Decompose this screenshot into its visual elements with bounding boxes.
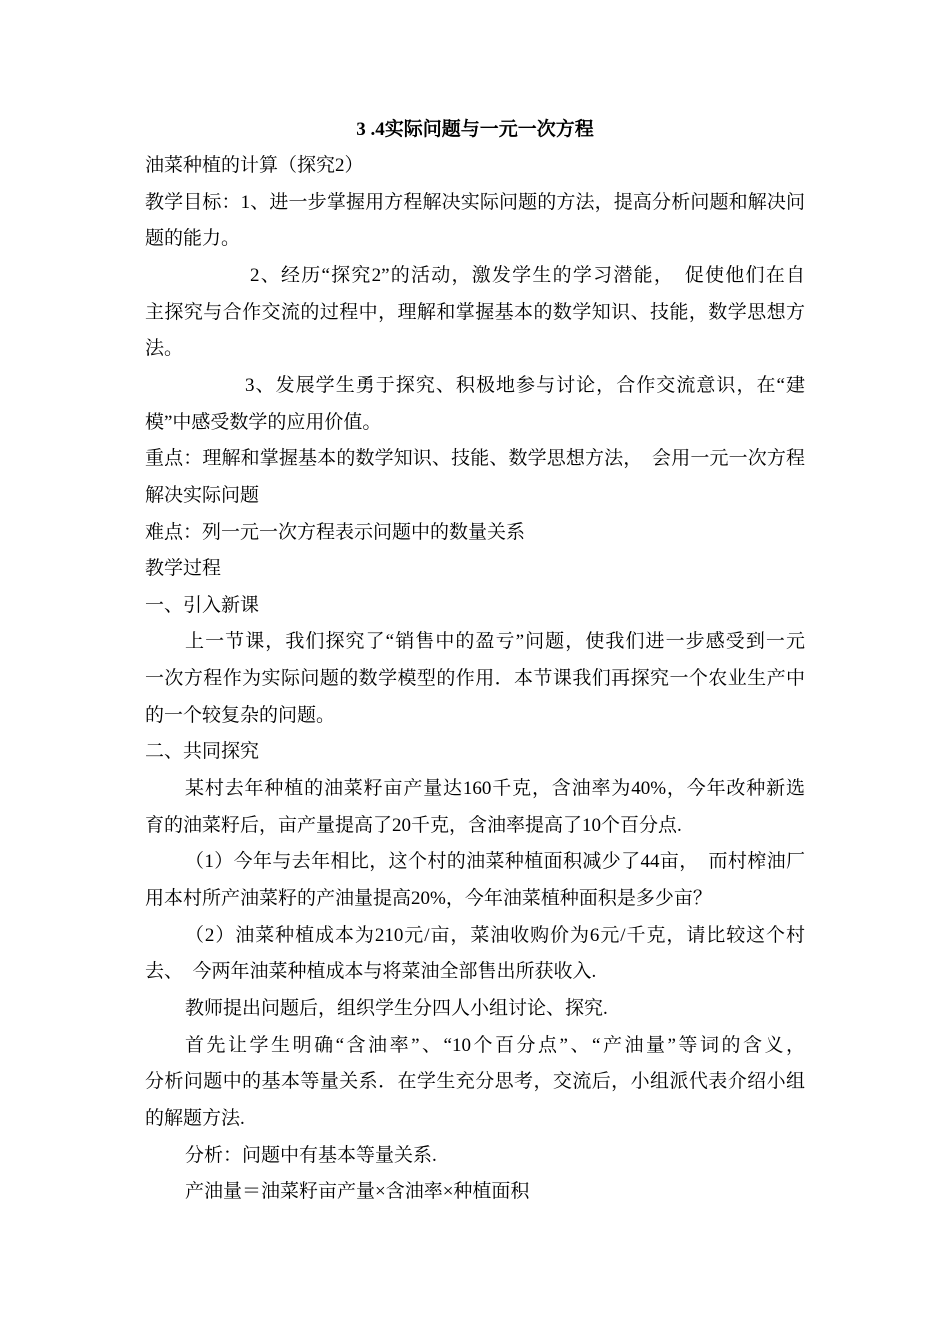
text-line: 2、经历“探究2”的活动，激发学生的学习潜能， 促使他们在自 xyxy=(250,264,805,286)
text-line: 主探究与合作交流的过程中，理解和掌握基本的数学知识、技能，数学思想方 xyxy=(145,301,805,323)
text-line: 分析问题中的基本等量关系．在学生充分思考，交流后，小组派代表介绍小组 xyxy=(145,1071,805,1093)
text-line: 教学目标：1、进一步掌握用方程解决实际问题的方法，提高分析问题和解决问 xyxy=(145,191,805,213)
text-line: 教师提出问题后，组织学生分四人小组讨论、探究. xyxy=(185,997,608,1019)
text-line: 的解题方法. xyxy=(145,1107,245,1129)
document-title: 3 .4实际问题与一元一次方程 xyxy=(356,119,594,140)
text-line: 油菜种植的计算（探究2） xyxy=(145,155,364,176)
text-line: 育的油菜籽后，亩产量提高了20千克，含油率提高了10个百分点. xyxy=(145,814,682,836)
text-line: 的一个较复杂的问题。 xyxy=(145,704,336,726)
text-line: （2）油菜种植成本为210元/亩，菜油收购价为6元/千克，请比较这个村 xyxy=(185,924,805,946)
text-line: 去、 今两年油菜种植成本与将菜油全部售出所获收入. xyxy=(145,961,597,983)
text-line: 难点：列一元一次方程表示问题中的数量关系 xyxy=(145,521,526,543)
text-line: 解决实际问题 xyxy=(145,484,260,506)
text-line: 产油量＝油菜籽亩产量×含油率×种植面积 xyxy=(185,1181,530,1203)
text-line: 用本村所产油菜籽的产油量提高20%，今年油菜植种面积是多少亩？ xyxy=(145,888,712,909)
text-line: 二、共同探究 xyxy=(145,741,260,763)
text-line: 首先让学生明确“含油率”、“10个百分点”、“产油量”等词的含义， xyxy=(185,1034,805,1056)
text-line: 一次方程作为实际问题的数学模型的作用．本节课我们再探究一个农业生产中 xyxy=(145,668,805,690)
text-line: 3、发展学生勇于探究、积极地参与讨论，合作交流意识，在“建 xyxy=(245,374,805,396)
text-line: 某村去年种植的油菜籽亩产量达160千克，含油率为40%，今年改种新选 xyxy=(185,778,805,800)
text-line: 上一节课，我们探究了“销售中的盈亏”问题，使我们进一步感受到一元 xyxy=(185,631,805,653)
text-line: 模”中感受数学的应用价值。 xyxy=(145,411,382,433)
text-line: 题的能力。 xyxy=(145,228,241,250)
text-line: 一、引入新课 xyxy=(145,594,260,616)
text-line: 分析：问题中有基本等量关系. xyxy=(185,1144,437,1166)
text-line: 重点：理解和掌握基本的数学知识、技能、数学思想方法， 会用一元一次方程 xyxy=(145,448,805,470)
text-line: 法。 xyxy=(145,338,184,360)
text-line: （1）今年与去年相比，这个村的油菜种植面积减少了44亩， 而村榨油厂 xyxy=(185,851,805,873)
text-line: 教学过程 xyxy=(145,558,222,580)
